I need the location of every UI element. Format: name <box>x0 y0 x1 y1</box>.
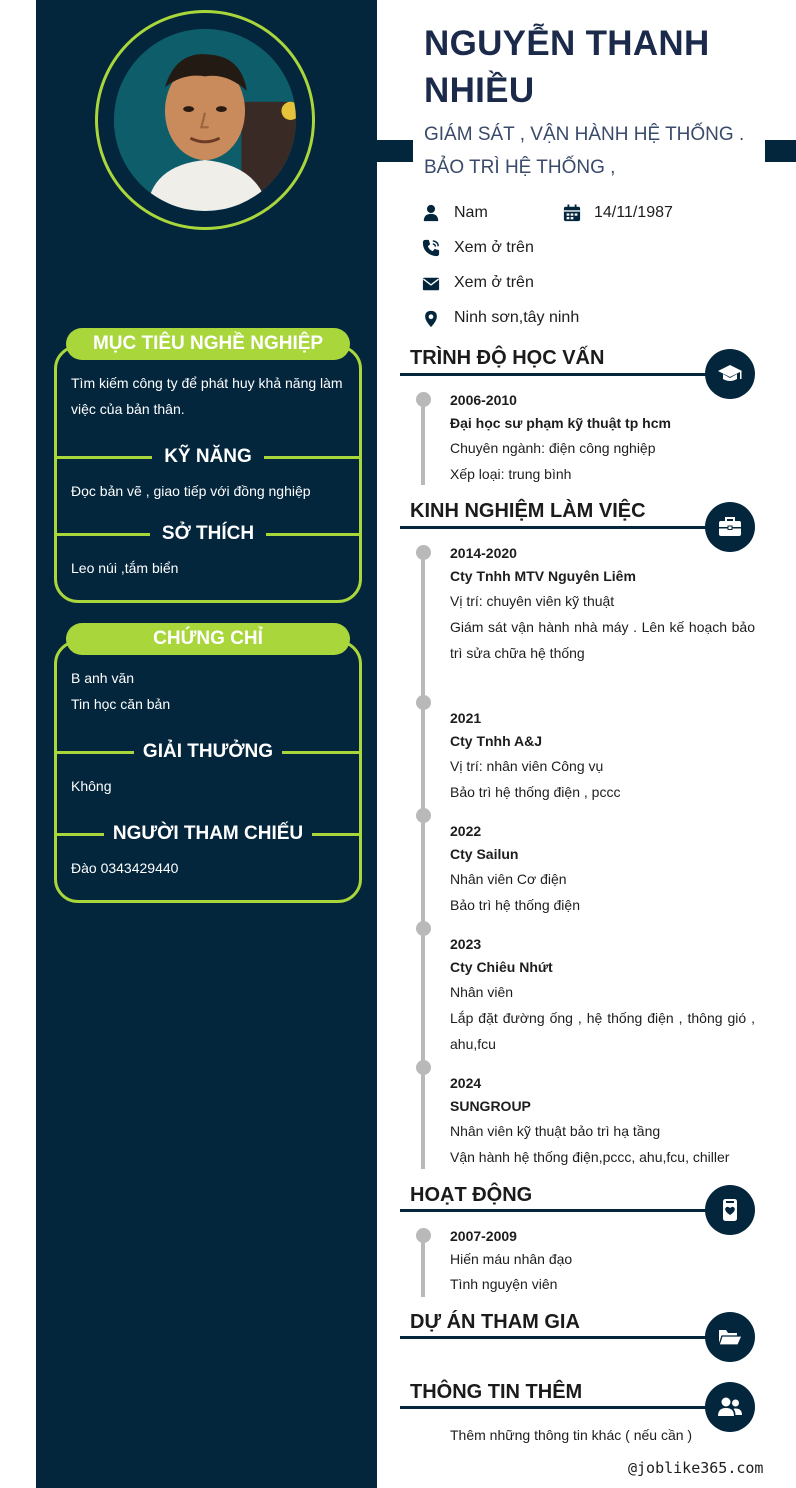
timeline-dot <box>416 1228 431 1243</box>
briefcase-icon <box>717 514 743 540</box>
map-pin-icon <box>422 310 440 328</box>
timeline-dot <box>416 808 431 823</box>
activities-heading: HOẠT ĐỘNG <box>410 1184 533 1206</box>
timeline-dot <box>416 921 431 936</box>
timeline-dot <box>416 695 431 710</box>
experience-heading: KINH NGHIỆM LÀM VIỆC <box>410 500 646 522</box>
entry-organization: Cty Sailun <box>450 846 519 862</box>
hobbies-heading: SỞ THÍCH <box>161 523 255 544</box>
entry-organization: Cty Chiêu Nhứt <box>450 959 553 975</box>
users-icon <box>717 1394 743 1420</box>
experience-timeline <box>421 552 425 1169</box>
section-rule <box>400 373 720 376</box>
entry-line: Nhân viên Cơ điện <box>450 871 567 887</box>
references-text: Đào 0343429440 <box>71 860 179 876</box>
section-rule <box>400 1336 720 1339</box>
hobbies-text: Leo núi ,tắm biển <box>71 560 179 576</box>
entry-line: Lắp đặt đường ống , hệ thống điện , thông gió , ahu,fcu <box>450 1010 755 1052</box>
skills-text: Đọc bản vẽ , giao tiếp với đồng nghiệp <box>71 483 311 499</box>
entry-line: Vị trí: nhân viên Công vụ <box>450 758 604 774</box>
experience-entry <box>450 707 755 805</box>
certificate-item: Tin học căn bản <box>71 696 171 712</box>
candidate-name: NGUYỄN THANH NHIỀU <box>424 24 710 110</box>
envelope-icon <box>422 275 440 293</box>
awards-text: Không <box>71 778 112 794</box>
entry-date: 2014-2020 <box>450 545 517 561</box>
calendar-icon <box>563 204 581 222</box>
certificates-heading: CHỨNG CHỈ <box>66 623 350 655</box>
certificate-item: B anh văn <box>71 670 135 686</box>
hobbies-heading-row <box>54 522 362 546</box>
watermark: @joblike365.com <box>628 1459 764 1477</box>
references-heading-row <box>54 822 362 846</box>
entry-organization: Đại học sư phạm kỹ thuật tp hcm <box>450 415 671 431</box>
entry-organization: SUNGROUP <box>450 1098 531 1114</box>
education-entry <box>450 389 755 487</box>
email-value: Xem ở trên <box>454 274 534 291</box>
avatar <box>114 29 296 211</box>
experience-entry <box>450 933 755 1057</box>
awards-heading-row <box>54 740 362 764</box>
timeline-dot <box>416 1060 431 1075</box>
education-timeline <box>421 400 425 485</box>
folder-open-icon <box>717 1324 743 1350</box>
avatar-photo <box>114 29 296 211</box>
title-accent-bar <box>377 140 413 162</box>
references-heading: NGƯỜI THAM CHIẾU <box>112 823 304 844</box>
badge-heart-icon <box>717 1197 743 1223</box>
user-icon <box>422 204 440 222</box>
entry-date: 2021 <box>450 710 482 726</box>
birthdate-value: 14/11/1987 <box>594 204 673 221</box>
awards-heading: GIẢI THƯỞNG <box>142 741 274 762</box>
entry-line: Nhân viên <box>450 984 514 1000</box>
gender-value: Nam <box>454 204 488 221</box>
skills-heading: KỸ NĂNG <box>164 446 252 467</box>
address-value: Ninh sơn,tây ninh <box>454 309 580 326</box>
education-heading: TRÌNH ĐỘ HỌC VẤN <box>410 347 605 369</box>
job-title: GIÁM SÁT , VẬN HÀNH HỆ THỐNG . BẢO TRÌ HỆ THỐNG , <box>424 124 745 178</box>
projects-heading: DỰ ÁN THAM GIA <box>410 1311 580 1333</box>
entry-date: 2007-2009 <box>450 1228 517 1244</box>
activities-timeline <box>421 1235 425 1297</box>
entry-line: Bảo trì hệ thống điện <box>450 897 580 913</box>
phone-value: Xem ở trên <box>454 239 534 256</box>
objective-heading: MỤC TIÊU NGHỀ NGHIỆP <box>66 328 350 360</box>
phone-icon <box>422 239 440 257</box>
entry-date: 2022 <box>450 823 482 839</box>
entry-line: Vị trí: chuyên viên kỹ thuật <box>450 593 615 609</box>
experience-entry <box>450 1072 755 1170</box>
entry-line: Chuyên ngành: điện công nghiệp <box>450 440 656 456</box>
experience-entry <box>450 542 755 666</box>
entry-line: Hiến máu nhân đạo <box>450 1251 573 1267</box>
entry-line: Vận hành hệ thống điện,pccc, ahu,fcu, chiller <box>450 1149 730 1165</box>
entry-line: Tình nguyện viên <box>450 1276 558 1292</box>
extra-heading: THÔNG TIN THÊM <box>410 1381 583 1403</box>
entry-line: Bảo trì hệ thống điện , pccc <box>450 784 621 800</box>
section-rule <box>400 1406 720 1409</box>
entry-organization: Cty Tnhh MTV Nguyên Liêm <box>450 568 636 584</box>
skills-heading-row <box>54 445 362 469</box>
extra-text: Thêm những thông tin khác ( nếu cần ) <box>450 1427 693 1443</box>
entry-line: Nhân viên kỹ thuật bảo trì hạ tầng <box>450 1123 661 1139</box>
entry-date: 2023 <box>450 936 482 952</box>
objective-text: Tìm kiếm công ty để phát huy khả năng làm việc của bản thân. <box>71 375 343 417</box>
title-accent-bar <box>765 140 796 162</box>
entry-line: Xếp loại: trung bình <box>450 466 572 482</box>
entry-line: Giám sát vận hành nhà máy . Lên kế hoạch bảo trì sửa chữa hệ thống <box>450 619 755 661</box>
activity-entry <box>450 1225 755 1297</box>
experience-entry <box>450 820 755 918</box>
avatar-ring <box>95 10 315 230</box>
entry-date: 2024 <box>450 1075 482 1091</box>
section-rule <box>400 1209 720 1212</box>
entry-date: 2006-2010 <box>450 392 517 408</box>
section-rule <box>400 526 720 529</box>
timeline-dot <box>416 392 431 407</box>
projects-icon-badge <box>705 1312 755 1362</box>
entry-organization: Cty Tnhh A&J <box>450 733 543 749</box>
timeline-dot <box>416 545 431 560</box>
graduation-cap-icon <box>717 361 743 387</box>
